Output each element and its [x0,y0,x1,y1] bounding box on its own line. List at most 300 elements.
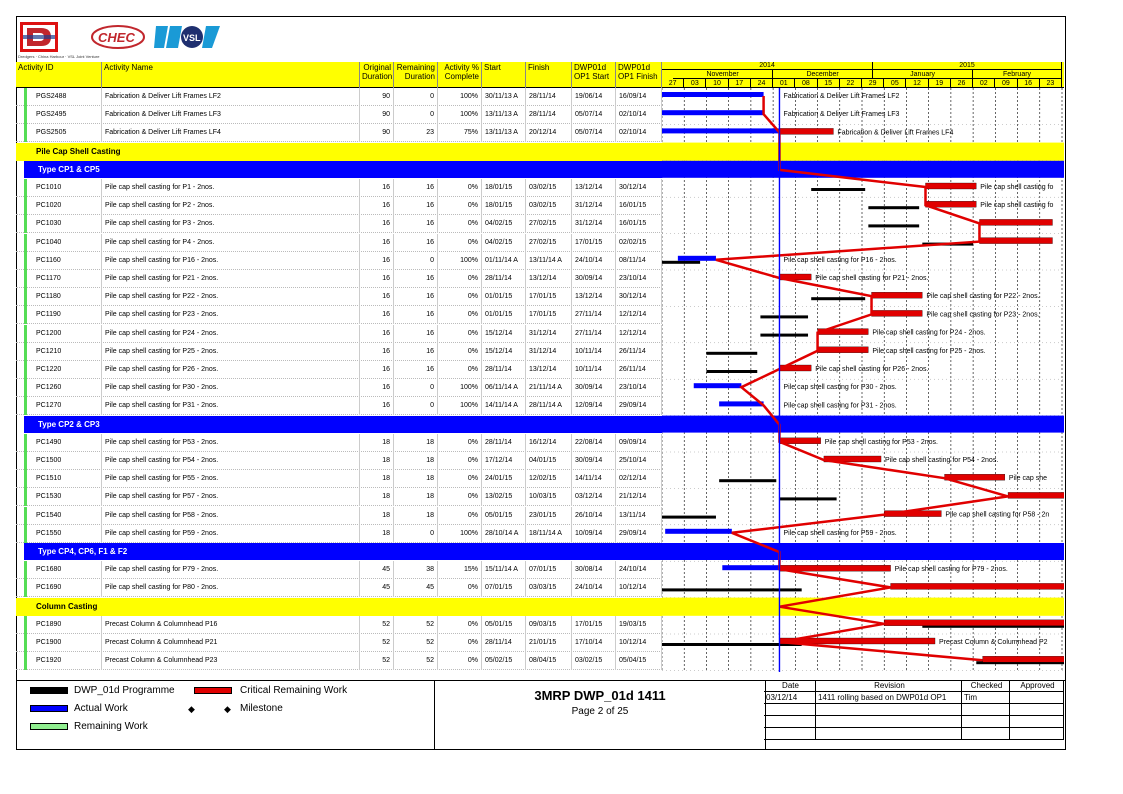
cell-pct: 100% [438,525,482,543]
timescale-week: 19 [929,79,951,88]
cell-od: 52 [360,634,394,652]
revision-header: Revision [816,680,962,692]
cell-id: PC1200 [16,325,102,343]
table-row[interactable] [16,507,662,525]
cell-name: Precast Column & Columnhead P21 [102,634,360,652]
cell-name: Pile cap shell casting for P58 - 2nos. [102,507,360,525]
cell-id: PGS2505 [16,124,102,142]
cell-finish: 13/12/14 [526,361,572,379]
group-header-wbs[interactable]: Pile Cap Shell Casting [16,143,662,161]
bar-label: Pile cap shell casting for P23 - 2nos. [926,311,1040,319]
cell-rd: 0 [394,379,438,397]
cell-start: 15/12/14 [482,343,526,361]
bar-label: Pile cap shell casting for P26 - 2nos. [815,366,929,373]
cell-id: PC1040 [16,234,102,252]
legend-milestone: Milestone [240,703,283,714]
table-row[interactable] [16,634,662,652]
critical-bar [779,128,833,134]
group-band-type [662,161,1064,178]
cell-pct: 0% [438,579,482,597]
cell-rd: 18 [394,434,438,452]
table-row[interactable] [16,470,662,488]
cell-rd: 23 [394,124,438,142]
cell-od: 18 [360,488,394,506]
cell-od: 45 [360,561,394,579]
cell-id: PC1900 [16,634,102,652]
cell-id: PC1190 [16,306,102,324]
cell-finish: 17/01/15 [526,288,572,306]
col-original-duration[interactable]: Original Duration [360,62,394,88]
cell-rd: 16 [394,197,438,215]
cell-start: 30/11/13 A [482,88,526,106]
cell-f1: 23/10/14 [616,379,662,397]
cell-s1: 24/10/14 [572,579,616,597]
cell-start: 28/11/14 [482,434,526,452]
cell-od: 18 [360,434,394,452]
table-row[interactable] [16,525,662,543]
programme-bar [662,516,716,519]
cell-f1: 16/01/15 [616,215,662,233]
programme-bar [662,588,802,591]
cell-s1: 19/06/14 [572,88,616,106]
cell-start: 15/11/14 A [482,561,526,579]
cell-s1: 30/09/14 [572,452,616,470]
cell-f1: 12/12/14 [616,325,662,343]
table-row[interactable] [16,379,662,397]
cell-pct: 100% [438,106,482,124]
col-finish[interactable]: Finish [526,62,572,88]
revision-cell [1010,692,1064,704]
timescale-year: 2015 [873,62,1062,70]
cell-pct: 0% [438,215,482,233]
timescale-week: 22 [840,79,862,88]
cell-rd: 52 [394,652,438,670]
cell-rd: 0 [394,106,438,124]
timescale-year: 2014 [662,62,873,70]
revision-cell [1010,728,1064,740]
cell-start: 04/02/15 [482,234,526,252]
cell-pct: 0% [438,270,482,288]
table-row[interactable] [16,652,662,670]
cell-rd: 18 [394,488,438,506]
table-row[interactable] [16,179,662,197]
revision-cell [764,728,816,740]
cell-od: 16 [360,325,394,343]
cell-s1: 24/10/14 [572,252,616,270]
table-row[interactable] [16,124,662,142]
milestone-diamond-icon-2: ◆ [224,704,231,714]
cell-start: 14/11/14 A [482,397,526,415]
cell-rd: 16 [394,361,438,379]
cell-id: PC1490 [16,434,102,452]
critical-bar [925,201,976,207]
cell-finish: 21/01/15 [526,634,572,652]
cell-name: Pile cap shell casting for P80 - 2nos. [102,579,360,597]
legend-swatch-programme [30,687,68,694]
col-activity-name[interactable]: Activity Name [102,62,360,88]
actual-bar [719,401,763,406]
bar-label: Pile cap shell casting for P25 - 2nos. [872,347,986,355]
programme-bar [662,261,700,264]
legend-swatch-actual [30,705,68,712]
critical-bar [979,219,1052,225]
logo-caption: Dredgers · China Harbour · VSL Joint Venture [18,54,100,59]
cell-rd: 16 [394,325,438,343]
cell-od: 16 [360,179,394,197]
cell-od: 90 [360,124,394,142]
group-band-type [662,416,1064,433]
revision-cell [1010,716,1064,728]
revision-cell [962,704,1010,716]
cell-finish: 09/03/15 [526,616,572,634]
cell-s1: 12/09/14 [572,397,616,415]
cell-f1: 26/11/14 [616,343,662,361]
group-header-type[interactable]: Type CP4, CP6, F1 & F2 [24,543,662,560]
cell-pct: 0% [438,179,482,197]
cell-start: 28/10/14 A [482,525,526,543]
milestone-diamond-icon: ◆ [188,704,195,714]
group-header-type[interactable]: Type CP2 & CP3 [24,416,662,433]
table-row[interactable] [16,616,662,634]
cell-start: 05/02/15 [482,652,526,670]
actual-bar [662,110,764,115]
cell-id: PC1690 [16,579,102,597]
cell-s1: 17/01/15 [572,616,616,634]
cell-start: 15/12/14 [482,325,526,343]
cell-finish: 21/11/14 A [526,379,572,397]
bar-label: Pile cap shell casting for P24 - 2nos. [872,329,986,337]
cell-s1: 31/12/14 [572,197,616,215]
col-activity-pct[interactable]: Activity % Complete [438,62,482,88]
cell-rd: 16 [394,343,438,361]
table-row[interactable] [16,343,662,361]
cell-f1: 10/12/14 [616,579,662,597]
cell-finish: 23/01/15 [526,507,572,525]
cell-finish: 17/01/15 [526,306,572,324]
cell-name: Fabrication & Deliver Lift Frames LF4 [102,124,360,142]
programme-bar [706,370,757,373]
actual-bar [678,256,716,261]
cell-name: Pile cap shell casting for P16 - 2nos. [102,252,360,270]
cell-rd: 38 [394,561,438,579]
cell-rd: 16 [394,270,438,288]
cell-od: 16 [360,215,394,233]
revision-cell [1010,704,1064,716]
cell-pct: 0% [438,234,482,252]
actual-bar [662,128,779,133]
critical-bar [1008,492,1064,498]
cell-id: PC1530 [16,488,102,506]
cell-start: 04/02/15 [482,215,526,233]
cell-start: 05/01/15 [482,616,526,634]
cell-rd: 52 [394,616,438,634]
timescale-week: 24 [751,79,773,88]
table-row[interactable] [16,488,662,506]
cell-rd: 16 [394,179,438,197]
critical-bar [872,292,923,298]
revision-cell [764,716,816,728]
critical-bar [779,565,890,571]
revision-header: Approved [1010,680,1064,692]
revision-cell [816,728,962,740]
timescale-month: November [673,70,773,79]
cell-rd: 45 [394,579,438,597]
cell-f1: 30/12/14 [616,288,662,306]
table-row[interactable] [16,106,662,124]
cell-s1: 17/10/14 [572,634,616,652]
revision-cell [962,716,1010,728]
cell-od: 16 [360,234,394,252]
timescale-week: 05 [884,79,906,88]
cell-id: PC1500 [16,452,102,470]
table-row[interactable] [16,215,662,233]
chec-logo [90,24,146,50]
page-number: Page 2 of 25 [571,706,629,717]
group-band-wbs [662,143,1064,161]
timescale-week: 02 [973,79,995,88]
col-op1-finish[interactable]: DWP01d OP1 Finish [616,62,662,88]
timescale-week: 26 [951,79,973,88]
cell-s1: 17/01/15 [572,234,616,252]
cell-s1: 27/11/14 [572,325,616,343]
programme-bar [760,315,808,318]
cell-id: PGS2495 [16,106,102,124]
cell-s1: 13/12/14 [572,288,616,306]
cell-f1: 19/03/15 [616,616,662,634]
cell-start: 17/12/14 [482,452,526,470]
cell-id: PC1260 [16,379,102,397]
revision-header: Checked [962,680,1010,692]
table-row[interactable] [16,579,662,597]
cell-name: Fabrication & Deliver Lift Frames LF3 [102,106,360,124]
table-row[interactable] [16,197,662,215]
cell-id: PGS2488 [16,88,102,106]
timescale-week: 17 [729,79,751,88]
bar-label: Pile cap shell casting for P31 - 2nos. [783,402,897,410]
cell-name: Precast Column & Columnhead P23 [102,652,360,670]
table-row[interactable] [16,325,662,343]
revision-cell [764,704,816,716]
cell-f1: 23/10/14 [616,270,662,288]
cell-pct: 0% [438,488,482,506]
cell-finish: 04/01/15 [526,452,572,470]
timescale-week: 09 [995,79,1017,88]
cell-s1: 30/09/14 [572,379,616,397]
revision-cell: Tim [962,692,1010,704]
table-row[interactable] [16,434,662,452]
cell-rd: 18 [394,470,438,488]
timescale-week: 10 [706,79,728,88]
cell-finish: 20/12/14 [526,124,572,142]
cell-s1: 10/11/14 [572,343,616,361]
cell-pct: 0% [438,452,482,470]
programme-bar [811,188,865,191]
group-band-wbs [662,598,1064,616]
actual-bar [662,92,764,97]
cell-start: 28/11/14 [482,270,526,288]
cell-od: 16 [360,361,394,379]
dredging-logo [20,22,58,52]
cell-f1: 02/02/15 [616,234,662,252]
bar-label: Pile cap shell casting for P53 - 2nos. [824,438,938,446]
revision-cell: 1411 rolling based on DWP01d OP1 [816,692,962,704]
cell-pct: 100% [438,397,482,415]
timescale-week: 23 [1040,79,1062,88]
programme-bar [811,297,865,300]
actual-bar [694,383,742,388]
table-row[interactable] [16,88,662,106]
critical-bar [872,310,923,316]
cell-od: 90 [360,88,394,106]
cell-id: PC1180 [16,288,102,306]
group-header-type[interactable]: Type CP1 & CP5 [24,161,662,178]
cell-f1: 10/12/14 [616,634,662,652]
table-row[interactable] [16,397,662,415]
cell-finish: 13/11/14 A [526,252,572,270]
bar-label: Pile cap shell casting fo [980,202,1054,210]
cell-id: PC1210 [16,343,102,361]
col-activity-id[interactable]: Activity ID [16,62,102,88]
critical-bar [983,656,1064,662]
revision-cell [816,704,962,716]
cell-s1: 05/07/14 [572,124,616,142]
cell-name: Pile cap shell casting for P3 - 2nos. [102,215,360,233]
critical-bar [891,583,1064,589]
programme-bar [868,206,919,209]
timescale-week: 27 [662,79,684,88]
cell-name: Pile cap shell casting for P4 - 2nos. [102,234,360,252]
bar-label: Pile cap shell casting for P79 - 2nos. [894,566,1008,574]
cell-od: 18 [360,507,394,525]
table-row[interactable] [16,361,662,379]
group-band-type [662,543,1064,560]
critical-bar [818,347,869,353]
col-op1-start[interactable]: DWP01d OP1 Start [572,62,616,88]
cell-start: 13/02/15 [482,488,526,506]
table-row[interactable] [16,234,662,252]
title-block [434,680,766,750]
revision-table [764,680,1064,750]
cell-id: PC1220 [16,361,102,379]
cell-name: Pile cap shell casting for P31 - 2nos. [102,397,360,415]
revision-cell: 03/12/14 [764,692,816,704]
cell-start: 28/11/14 [482,634,526,652]
cell-od: 16 [360,288,394,306]
cell-start: 28/11/14 [482,361,526,379]
group-header-wbs[interactable]: Column Casting [16,598,662,616]
cell-finish: 28/11/14 [526,88,572,106]
legend-critical: Critical Remaining Work [240,685,348,696]
cell-finish: 31/12/14 [526,325,572,343]
bar-label: Fabrication & Deliver Lift Frames LF4 [837,129,954,137]
cell-rd: 16 [394,288,438,306]
cell-name: Pile cap shell casting for P26 - 2nos. [102,361,360,379]
cell-id: PC1020 [16,197,102,215]
cell-finish: 16/12/14 [526,434,572,452]
cell-f1: 02/10/14 [616,124,662,142]
table-row[interactable] [16,252,662,270]
legend-actual: Actual Work [74,703,128,714]
cell-name: Pile cap shell casting for P55 - 2nos. [102,470,360,488]
cell-od: 90 [360,106,394,124]
programme-bar [706,352,757,355]
cell-rd: 18 [394,452,438,470]
cell-pct: 0% [438,288,482,306]
programme-bar [760,334,808,337]
cell-od: 18 [360,470,394,488]
cell-s1: 27/11/14 [572,306,616,324]
cell-pct: 0% [438,634,482,652]
cell-f1: 12/12/14 [616,306,662,324]
cell-f1: 25/10/14 [616,452,662,470]
cell-finish: 07/01/15 [526,561,572,579]
table-row[interactable] [16,270,662,288]
cell-pct: 0% [438,343,482,361]
cell-f1: 08/11/14 [616,252,662,270]
cell-name: Pile cap shell casting for P24 - 2nos. [102,325,360,343]
cell-start: 24/01/15 [482,470,526,488]
bar-label: Pile cap shell casting for P59 - 2nos. [783,529,897,537]
cell-id: PC1270 [16,397,102,415]
cell-s1: 03/02/15 [572,652,616,670]
critical-bar [884,620,1064,626]
cell-f1: 24/10/14 [616,561,662,579]
cell-s1: 14/11/14 [572,470,616,488]
cell-rd: 16 [394,306,438,324]
cell-pct: 0% [438,507,482,525]
cell-rd: 0 [394,525,438,543]
cell-f1: 26/11/14 [616,361,662,379]
table-row[interactable] [16,306,662,324]
cell-s1: 26/10/14 [572,507,616,525]
critical-bar [945,474,1005,480]
col-remaining-duration[interactable]: Remaining Duration [394,62,438,88]
legend-swatch-critical [194,687,232,694]
table-row[interactable] [16,288,662,306]
legend-programme: DWP_01d Programme [74,685,175,696]
cell-start: 01/11/14 A [482,252,526,270]
cell-rd: 0 [394,88,438,106]
table-row[interactable] [16,561,662,579]
col-start[interactable]: Start [482,62,526,88]
cell-f1: 02/10/14 [616,106,662,124]
timescale-week: 29 [862,79,884,88]
timescale-month: December [773,70,873,79]
cell-pct: 15% [438,561,482,579]
cell-od: 16 [360,343,394,361]
cell-name: Pile cap shell casting for P23 - 2nos. [102,306,360,324]
cell-id: PC1920 [16,652,102,670]
cell-rd: 16 [394,215,438,233]
table-row[interactable] [16,452,662,470]
cell-s1: 22/08/14 [572,434,616,452]
gantt-chart [662,62,1064,672]
critical-bar [779,438,820,444]
cell-rd: 52 [394,634,438,652]
bar-label: Pile cap shell casting for P21 - 2nos. [815,275,929,282]
cell-name: Pile cap shell casting for P54 - 2nos. [102,452,360,470]
cell-od: 45 [360,579,394,597]
cell-name: Pile cap shell casting for P30 - 2nos. [102,379,360,397]
timescale-week: 15 [818,79,840,88]
programme-bar [719,479,776,482]
svg-text:CHEC: CHEC [98,30,135,45]
cell-s1: 10/09/14 [572,525,616,543]
cell-id: PC1010 [16,179,102,197]
legend-remaining: Remaining Work [74,721,148,732]
cell-od: 16 [360,306,394,324]
cell-finish: 28/11/14 [526,106,572,124]
